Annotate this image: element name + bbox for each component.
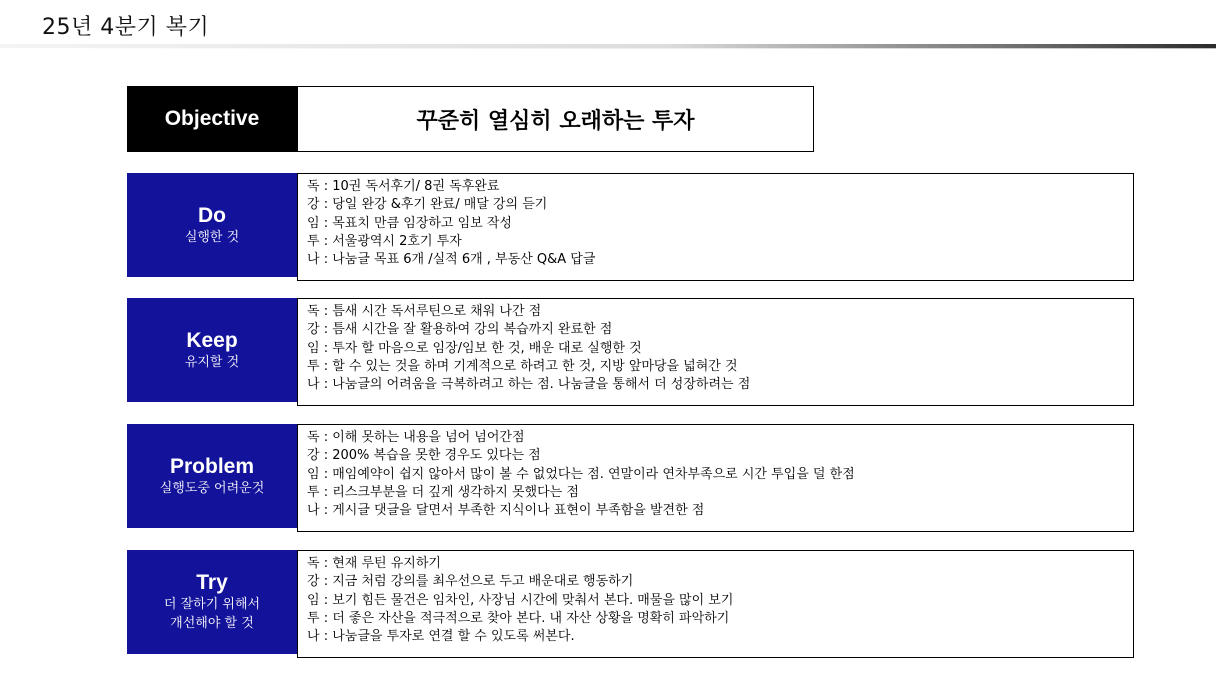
section-title: Problem	[169, 454, 255, 478]
section-label	[127, 298, 297, 402]
content-line: 강 : 당일 완강 &후기 완료/ 매달 강의 듣기	[307, 197, 548, 213]
content-line: 투 : 할 수 있는 것을 하며 기계적으로 하려고 한 것, 지방 앞마당을 넓혀간 것	[307, 358, 738, 374]
section-subtitle: 더 잘하기 위해서 개선해야 할 것	[163, 597, 261, 631]
section-content	[297, 298, 1134, 406]
section-title: Keep	[186, 328, 238, 352]
section-title: Do	[198, 203, 226, 227]
objective-text: 꾸준히 열심히 오래하는 투자	[297, 86, 814, 152]
content-line: 투 : 서울광역시 2호기 투자	[307, 233, 462, 249]
section-title: Try	[196, 571, 228, 594]
title-divider-thin	[0, 48, 1216, 49]
section-content	[297, 173, 1134, 281]
objective-label: Objective	[127, 86, 297, 152]
content-line: 임 : 보기 힘든 물건은 임차인, 사장님 시간에 맞춰서 본다. 매물을 많이 보기	[307, 592, 734, 608]
content-line: 강 : 지금 처럼 강의를 최우선으로 두고 배운대로 행동하기	[307, 574, 634, 590]
section-try	[127, 550, 1125, 654]
content-line: 임 : 목표치 만큼 임장하고 임보 작성	[307, 215, 512, 231]
content-line: 나 : 나눔글을 투자로 연결 할 수 있도록 써본다.	[307, 629, 575, 645]
section-label	[127, 173, 297, 277]
content-line: 나 : 나눔글의 어려움을 극복하려고 하는 점. 나눔글을 통해서 더 성장하려는 점	[307, 377, 751, 393]
content-line: 독 : 10권 독서후기/ 8권 독후완료	[307, 179, 500, 194]
section-label	[127, 550, 297, 654]
section-subtitle: 유지할 것	[184, 354, 240, 370]
section-content	[297, 424, 1134, 532]
content-line: 독 : 이해 못하는 내용을 넘어 넘어간점	[307, 430, 525, 445]
content-line: 나 : 나눔글 목표 6개 /실적 6개 , 부동산 Q&A 답글	[307, 252, 596, 268]
content-line: 독 : 틈새 시간 독서루틴으로 채워 나간 점	[307, 304, 542, 319]
section-subtitle: 실행한 것	[184, 229, 240, 245]
section-keep	[127, 298, 1125, 402]
section-label	[127, 424, 297, 528]
content-line: 임 : 매임예약이 쉽지 않아서 많이 볼 수 없었다는 점. 연말이라 연차부족으로 시간 투입을 덜 한점	[307, 466, 855, 482]
content-line: 투 : 더 좋은 자산을 적극적으로 찾아 본다. 내 자산 상황을 명확히 파악하기	[307, 610, 730, 626]
content-line: 독 : 현재 루틴 유지하기	[307, 556, 441, 571]
content-line: 투 : 리스크부분을 더 깊게 생각하지 못했다는 점	[307, 484, 579, 500]
section-problem	[127, 424, 1125, 528]
content-line: 강 : 200% 복습을 못한 경우도 있다는 점	[307, 448, 541, 464]
content-line: 강 : 틈새 시간을 잘 활용하여 강의 복습까지 완료한 점	[307, 322, 613, 338]
page-title: 25년 4분기 복기	[42, 15, 210, 40]
content-line: 임 : 투자 할 마음으로 임장/임보 한 것, 배운 대로 실행한 것	[307, 340, 642, 356]
content-line: 나 : 게시글 댓글을 달면서 부족한 지식이나 표현이 부족함을 발견한 점	[307, 503, 705, 519]
section-content	[297, 550, 1134, 658]
section-subtitle: 실행도중 어려운것	[159, 480, 265, 496]
section-do	[127, 173, 1125, 277]
